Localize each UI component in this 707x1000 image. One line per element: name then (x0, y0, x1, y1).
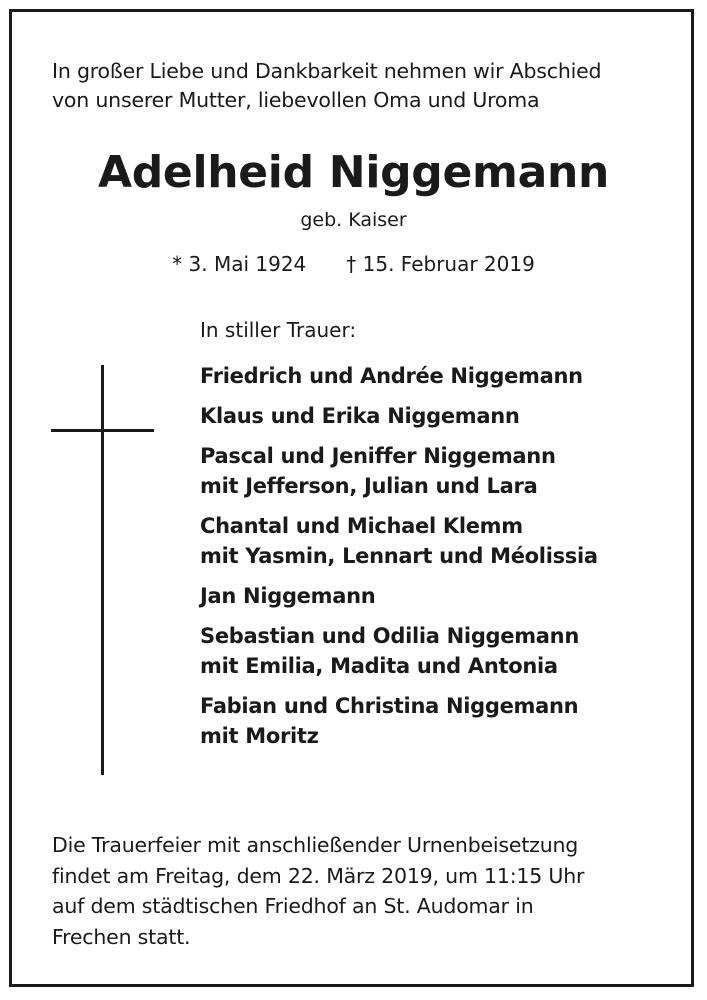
family-name: Jan Niggemann (200, 584, 376, 608)
cross-icon-horizontal (51, 429, 154, 432)
family-children: mit Yasmin, Lennart und Méolissia (200, 544, 598, 568)
family-name: Klaus und Erika Niggemann (200, 404, 520, 428)
funeral-info (52, 830, 672, 952)
mourner-family (200, 691, 680, 751)
mourners-list (200, 361, 680, 761)
funeral-line-4: Frechen statt. (52, 924, 191, 949)
family-name: Chantal und Michael Klemm (200, 514, 523, 538)
cross-icon-vertical (101, 365, 104, 775)
birth-date: * 3. Mai 1924 (172, 252, 307, 276)
family-children: mit Jefferson, Julian und Lara (200, 474, 538, 498)
life-dates (0, 249, 707, 279)
family-children: mit Moritz (200, 724, 319, 748)
mourner-family (200, 511, 680, 571)
mourner-family (200, 581, 680, 611)
mourner-family (200, 441, 680, 501)
family-name: Fabian und Christina Niggemann (200, 694, 579, 718)
maiden-name: geb. Kaiser (300, 209, 407, 231)
funeral-line-1: Die Trauerfeier mit anschließender Urnenbeisetzung (52, 833, 579, 857)
family-name: Sebastian und Odilia Niggemann (200, 624, 579, 648)
funeral-line-3: auf dem städtischen Friedhof an St. Audomar in (52, 894, 534, 918)
mourner-family (200, 401, 680, 431)
intro-text (52, 57, 672, 115)
family-children: mit Emilia, Madita und Antonia (200, 654, 558, 678)
mourning-heading: In stiller Trauer: (200, 318, 357, 342)
family-name: Pascal und Jeniffer Niggemann (200, 444, 556, 468)
mourner-family (200, 621, 680, 681)
mourner-family (200, 361, 680, 391)
intro-line-1: In großer Liebe und Dankbarkeit nehmen wir Abschied (52, 59, 602, 83)
death-date: † 15. Februar 2019 (346, 252, 535, 276)
deceased-name: Adelheid Niggemann (97, 147, 610, 198)
funeral-line-2: findet am Freitag, dem 22. März 2019, um 11:15 Uhr (52, 863, 585, 888)
intro-line-2: von unserer Mutter, liebevollen Oma und Uroma (52, 88, 540, 112)
family-name: Friedrich und Andrée Niggemann (200, 364, 583, 388)
